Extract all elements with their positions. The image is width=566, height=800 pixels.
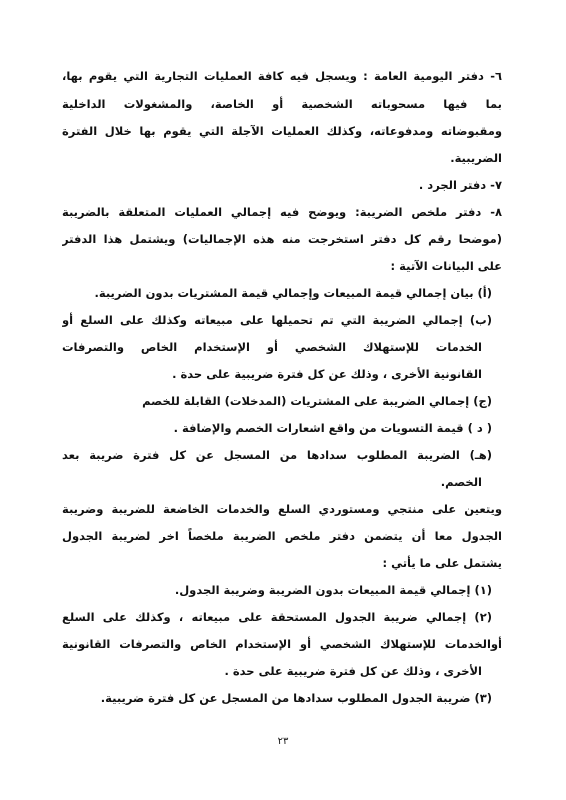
text-line: ٧- دفتر الجرد . bbox=[418, 178, 502, 192]
text-line: ومقبوضاته ومدفوعاته، وكذلك العمليات الآجلة التي يقوم بها خلال الفترة bbox=[62, 124, 502, 138]
text-line: (أ) بيان إجمالي قيمة المبيعات وإجمالي قيمة المشتريات بدون الضريبة. bbox=[94, 286, 492, 300]
text-line: (ب) إجمالي الضريبة التي تم تحميلها على مبيعاته وكذلك على السلع أو bbox=[62, 313, 492, 327]
text-line: ٦- دفتر اليومية العامة : ويسجل فيه كافة العمليات التجارية التي يقوم بها، bbox=[62, 69, 502, 83]
text-line: الأخرى ، وذلك عن كل فترة ضريبية على حدة . bbox=[224, 664, 482, 678]
text-line: (٢) إجمالي ضريبة الجدول المستحقة على مبيعاته ، وكذلك على السلع bbox=[62, 610, 492, 624]
text-line: (ج) إجمالي الضريبة على المشتريات (المدخلات) القابلة للخصم bbox=[142, 394, 492, 408]
text-line: بما فيها مسحوباته الشخصية أو الخاصة، والمشغولات الداخلية bbox=[62, 97, 502, 111]
text-line: الجدول معا أن يتضمن دفتر ملخص الضريبة ملخصاً اخر لضريبة الجدول bbox=[62, 529, 502, 543]
text-line: أوالخدمات للإستهلاك الشخصي أو الإستخدام الخاص والتصرفات القانونية bbox=[62, 637, 502, 651]
text-line: ٨- دفتر ملخص الضريبة: ويوضح فيه إجمالي العمليات المتعلقة بالضريبة bbox=[62, 205, 502, 219]
page-number: ٢٣ bbox=[277, 736, 289, 747]
text-line: الخصم. bbox=[440, 475, 482, 489]
text-line: ( د ) قيمة التسويات من واقع اشعارات الخصم والإضافة . bbox=[173, 421, 492, 435]
text-line: الخدمات للإستهلاك الشخصي أو الإستخدام الخاص والتصرفات bbox=[62, 340, 482, 354]
text-line: (هـ) الضريبة المطلوب سدادها من المسجل عن كل فترة ضريبة بعد bbox=[62, 448, 492, 462]
text-line: ويتعين على منتجي ومستوردي السلع والخدمات الخاضعة للضريبة وضريبة bbox=[62, 502, 502, 516]
text-line: يشتمل على ما يأتي : bbox=[382, 556, 502, 570]
text-line: (موضحا رقم كل دفتر استخرجت منه هذه الإجماليات) ويشتمل هذا الدفتر bbox=[62, 232, 502, 246]
text-line: القانونية الأخرى ، وذلك عن كل فترة ضريبية على حدة . bbox=[172, 367, 482, 381]
text-line: على البيانات الآتية : bbox=[390, 259, 502, 273]
text-line: (١) إجمالي قيمة المبيعات بدون الضريبة وضريبة الجدول. bbox=[174, 583, 492, 597]
text-line: الضريبية. bbox=[450, 151, 502, 165]
text-line: (٣) ضريبة الجدول المطلوب سدادها من المسجل عن كل فترة ضريبية. bbox=[100, 691, 492, 705]
